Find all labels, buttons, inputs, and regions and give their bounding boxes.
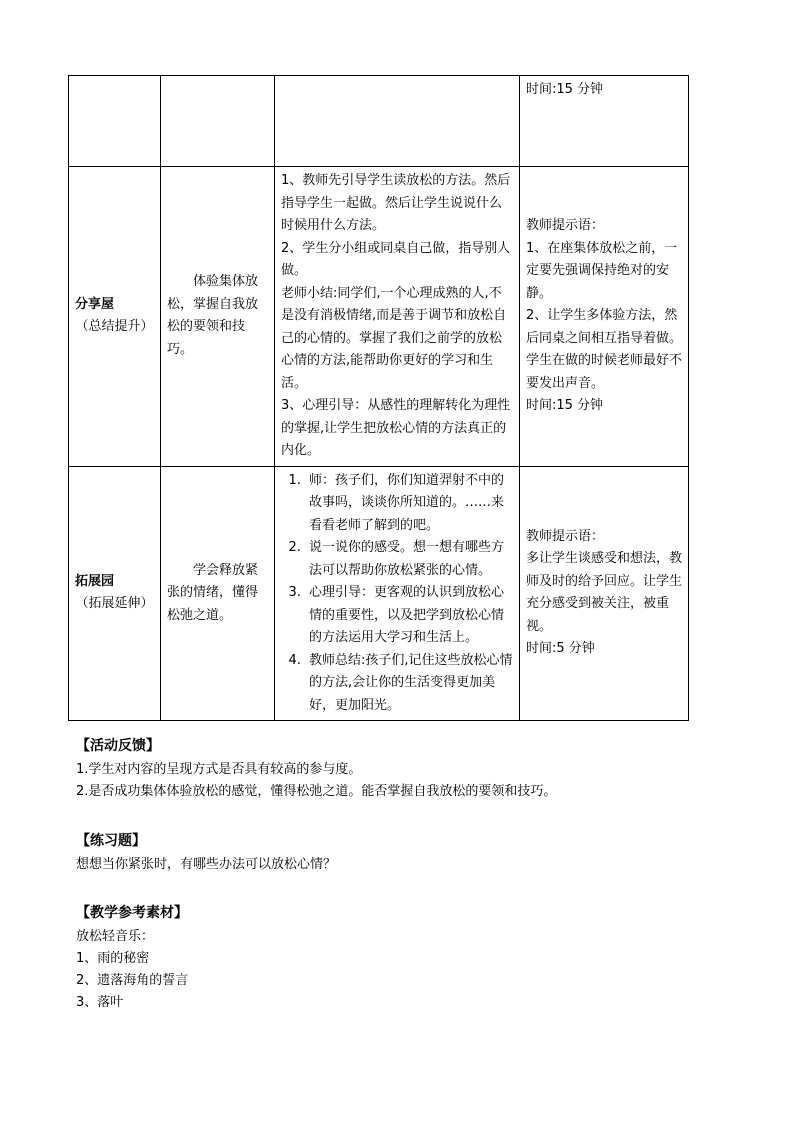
- time-note: 时间:5 分钟: [526, 641, 595, 657]
- time-note: 时间:15 分钟: [526, 82, 604, 97]
- notes-line: 教师提示语：: [526, 528, 605, 544]
- time-note: 时间:15 分钟: [526, 398, 604, 413]
- exercise-text: 想想当你紧张时，有哪些办法可以放松心情？: [76, 857, 337, 872]
- list-item: 2. 说一说你的感受。想一想有哪些方法可以帮助你放松紧张的心情。: [305, 537, 513, 582]
- goal-cell: [161, 76, 275, 167]
- notes-line: 多让学生谈感受和想法，教师及时的给予回应。让学生充分感受到被关注，被重视。: [526, 551, 683, 634]
- lesson-plan-table: [68, 75, 689, 721]
- section-cell: [69, 167, 161, 467]
- feedback-item: 2.是否成功集体体验放松的感觉，懂得松弛之道。能否掌握自我放松的要领和技巧。: [76, 784, 557, 799]
- process-cell: [275, 167, 520, 467]
- table-row: [69, 167, 689, 467]
- list-item: 4. 教师总结:孩子们,记住这些放松心情的方法,会让你的生活变得更加美好，更加阳光。: [305, 650, 513, 718]
- section-subtitle: （拓展延伸）: [75, 596, 154, 612]
- table-row: [69, 76, 689, 167]
- goal-text: 学会释放紧张的情绪，懂得松弛之道。: [167, 562, 259, 623]
- reference-item: 3、落叶: [76, 995, 124, 1010]
- exercise-section: [76, 830, 336, 876]
- notes-cell: [520, 167, 689, 467]
- process-cell: [275, 466, 520, 721]
- feedback-heading: 【活动反馈】: [76, 738, 160, 754]
- feedback-section: [76, 735, 556, 803]
- process-line: 1、教师先引导学生读放松的方法。然后指导学生一起做。然后让学生说说什么时候用什么方法。: [281, 173, 511, 233]
- notes-cell: [520, 76, 689, 167]
- reference-heading: 【教学参考素材】: [76, 905, 188, 921]
- process-cell: [275, 76, 520, 167]
- goal-cell: [161, 167, 275, 467]
- notes-line: 教师提示语：: [526, 218, 605, 233]
- process-line: 老师小结:同学们,一个心理成熟的人,不是没有消极情绪,而是善于调节和放松自己的心情的。掌握了我们之前学的放松心情的方法,能帮助你更好的学习和生活。: [281, 285, 507, 391]
- goal-text: 体验集体放松，掌握自我放松的要领和技巧。: [167, 274, 259, 357]
- reference-item: 2、遗落海角的誓言: [76, 973, 189, 988]
- section-name: 拓展园: [75, 573, 115, 589]
- reference-intro: 放松轻音乐：: [76, 929, 155, 944]
- exercise-heading: 【练习题】: [76, 833, 146, 849]
- section-cell: [69, 76, 161, 167]
- goal-cell: [161, 466, 275, 721]
- notes-line: 1、在座集体放松之前，一定要先强调保持绝对的安静。: [526, 240, 678, 301]
- list-item: 3. 心理引导：更客观的认识到放松心情的重要性，以及把学到放松心情的方法运用大学习和生活上。: [305, 582, 513, 650]
- process-line: 2、学生分小组或同桌自己做，指导别人做。: [281, 240, 511, 278]
- section-name: 分享屋: [75, 296, 115, 312]
- notes-line: 2、让学生多体验方法，然后同桌之间相互指导着做。学生在做的时候老师最好不要发出声音。: [526, 308, 683, 391]
- reference-item: 1、雨的秘密: [76, 951, 150, 966]
- process-list: [281, 470, 513, 718]
- section-cell: [69, 466, 161, 721]
- feedback-item: 1.学生对内容的呈现方式是否具有较高的参与度。: [76, 762, 362, 777]
- table-row: [69, 466, 689, 721]
- section-subtitle: （总结提升）: [75, 319, 154, 335]
- notes-cell: [520, 466, 689, 721]
- list-item: 1. 师：孩子们，你们知道羿射不中的故事吗，谈谈你所知道的。……来看看老师了解到的吧。: [305, 470, 513, 538]
- reference-section: [76, 902, 188, 1014]
- process-line: 3、心理引导：从感性的理解转化为理性的掌握,让学生把放松心情的方法真正的内化。: [281, 398, 511, 458]
